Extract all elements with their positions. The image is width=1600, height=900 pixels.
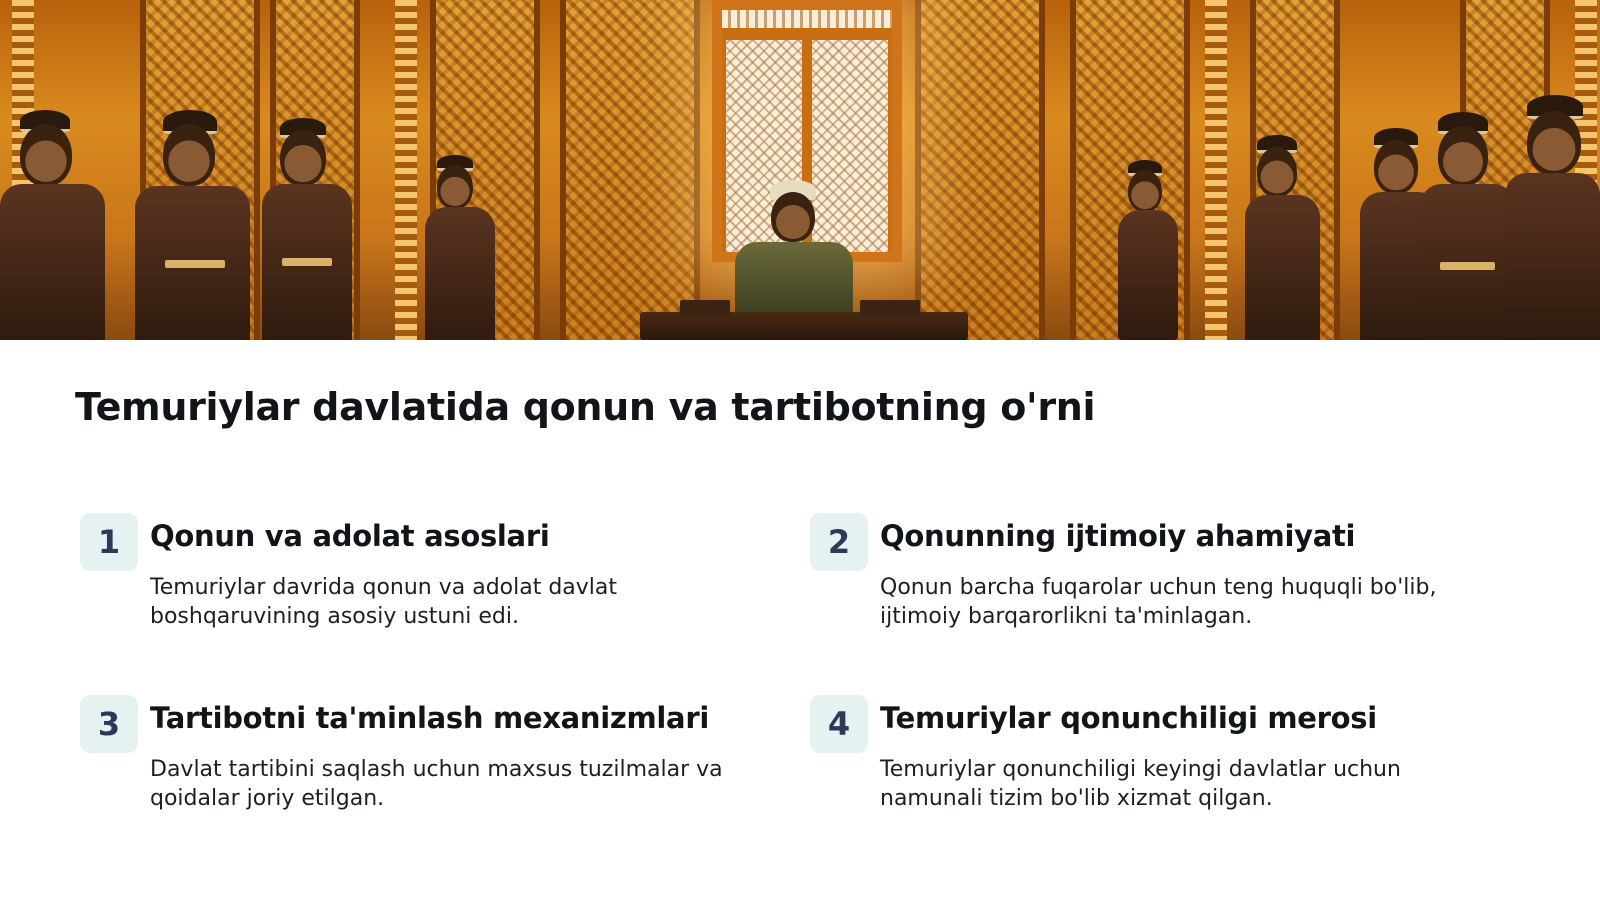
page-title: Temuriylar davlatida qonun va tartibotning o'rni	[75, 385, 1096, 429]
feature-description: Davlat tartibini saqlash uchun maxsus tuzilmalar va qoidalar joriy etilgan.	[150, 757, 723, 811]
number-badge: 4	[810, 695, 868, 753]
feature-title: Temuriylar qonunchiligi merosi	[880, 701, 1377, 735]
pillar	[395, 0, 417, 340]
desk	[640, 312, 968, 340]
pillar	[1205, 0, 1227, 340]
number-badge: 3	[80, 695, 138, 753]
number-badge: 2	[810, 513, 868, 571]
wall-panel	[560, 0, 700, 340]
feature-description: Temuriylar davrida qonun va adolat davlat boshqaruvining asosiy ustuni edi.	[150, 575, 618, 629]
number-badge: 1	[80, 513, 138, 571]
feature-title: Tartibotni ta'minlash mexanizmlari	[150, 701, 709, 735]
hero-image	[0, 0, 1600, 340]
feature-title: Qonunning ijtimoiy ahamiyati	[880, 519, 1356, 553]
feature-description: Temuriylar qonunchiligi keyingi davlatlar uchun namunali tizim bo'lib xizmat qilgan.	[880, 757, 1401, 811]
feature-title: Qonun va adolat asoslari	[150, 519, 550, 553]
wall-panel	[915, 0, 1045, 340]
feature-description: Qonun barcha fuqarolar uchun teng huquqli bo'lib, ijtimoiy barqarorlikni ta'minlagan.	[880, 575, 1437, 629]
